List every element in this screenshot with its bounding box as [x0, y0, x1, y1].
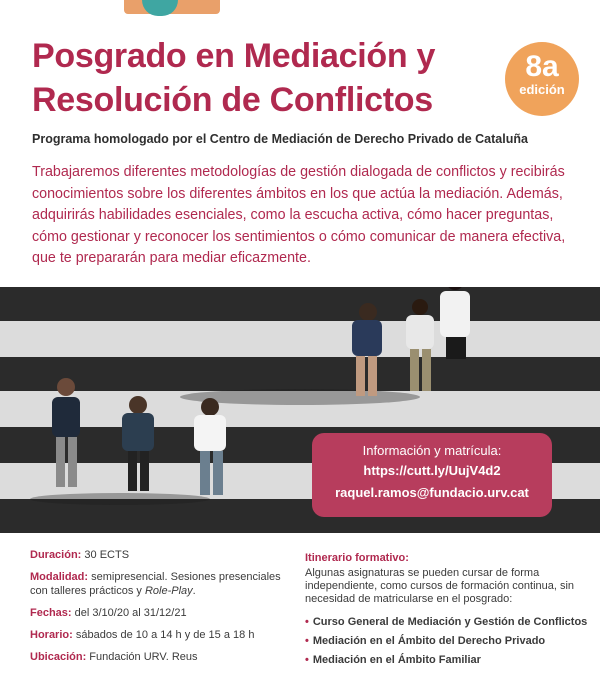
itinerario-item-label: Mediación en el Ámbito Familiar	[312, 654, 481, 666]
title-line-2: Resolución de Conflictos	[32, 81, 433, 119]
detail-value: Fundación URV. Reus	[89, 651, 198, 663]
detail-horario	[30, 628, 295, 642]
title-line-1: Posgrado en Mediación y	[32, 37, 436, 75]
itinerario-section	[305, 552, 588, 673]
info-url-link[interactable]: https://cutt.ly/UujV4d2	[363, 463, 501, 478]
edition-badge	[505, 42, 579, 116]
itinerario-heading: Itinerario formativo:	[305, 552, 409, 564]
edition-label: edición	[519, 82, 565, 97]
detail-fechas	[30, 606, 295, 620]
detail-value: del 3/10/20 al 31/12/21	[74, 607, 187, 619]
detail-ubicacion	[30, 650, 295, 664]
itinerario-list	[305, 616, 588, 667]
itinerario-item	[305, 654, 580, 667]
info-heading: Información y matrícula:	[362, 443, 502, 458]
detail-label: Modalidad:	[30, 571, 89, 583]
bullet-icon: •	[305, 616, 309, 628]
detail-value: sábados de 10 a 14 h y de 15 a 18 h	[75, 629, 255, 641]
info-box	[312, 433, 552, 517]
itinerario-item-label: Curso General de Mediación y Gestión de Conflictos	[312, 616, 588, 628]
detail-label: Horario:	[30, 629, 73, 641]
page-title	[32, 34, 512, 122]
subtitle: Programa homologado por el Centro de Mediación de Derecho Privado de Cataluña	[32, 132, 528, 146]
itinerario-item-label: Mediación en el Ámbito del Derecho Privado	[312, 635, 546, 647]
detail-value-end: .	[192, 585, 196, 597]
course-details	[30, 548, 295, 672]
itinerario-item	[305, 616, 588, 629]
detail-value-italic: Role-Play	[144, 585, 193, 597]
detail-value: 30 ECTS	[84, 549, 130, 561]
detail-value: semipresencial. Sesiones presenciales con talleres prácticos y	[30, 571, 281, 597]
itinerario-description: Algunas asignaturas se pueden cursar de forma independiente, como cursos de formación continua, sin necesidad de matricularse en el posgrado:	[305, 567, 575, 605]
info-email-link[interactable]: raquel.ramos@fundacio.urv.cat	[335, 485, 529, 500]
detail-label: Fechas:	[30, 607, 72, 619]
itinerario-item	[305, 635, 580, 648]
intro-paragraph: Trabajaremos diferentes metodologías de gestión dialogada de conflictos y recibirás conocimientos sobre los diferentes ámbitos en los que actúa la mediación. Además, adquirirás habilidades esenciales, como la escucha activa, cómo hacer preguntas, cómo gestionar y reconocer los sentimientos o cómo comunicar de manera efectiva, que te prepararán para mediar eficazmente.	[32, 164, 566, 266]
edition-number: 8a	[525, 50, 559, 83]
bullet-icon: •	[305, 635, 309, 647]
detail-modalidad	[30, 570, 295, 598]
detail-duracion	[30, 548, 295, 562]
crosswalk-photo	[0, 287, 600, 533]
detail-label: Duración:	[30, 549, 82, 561]
bullet-icon: •	[305, 654, 309, 666]
detail-label: Ubicación:	[30, 651, 87, 663]
